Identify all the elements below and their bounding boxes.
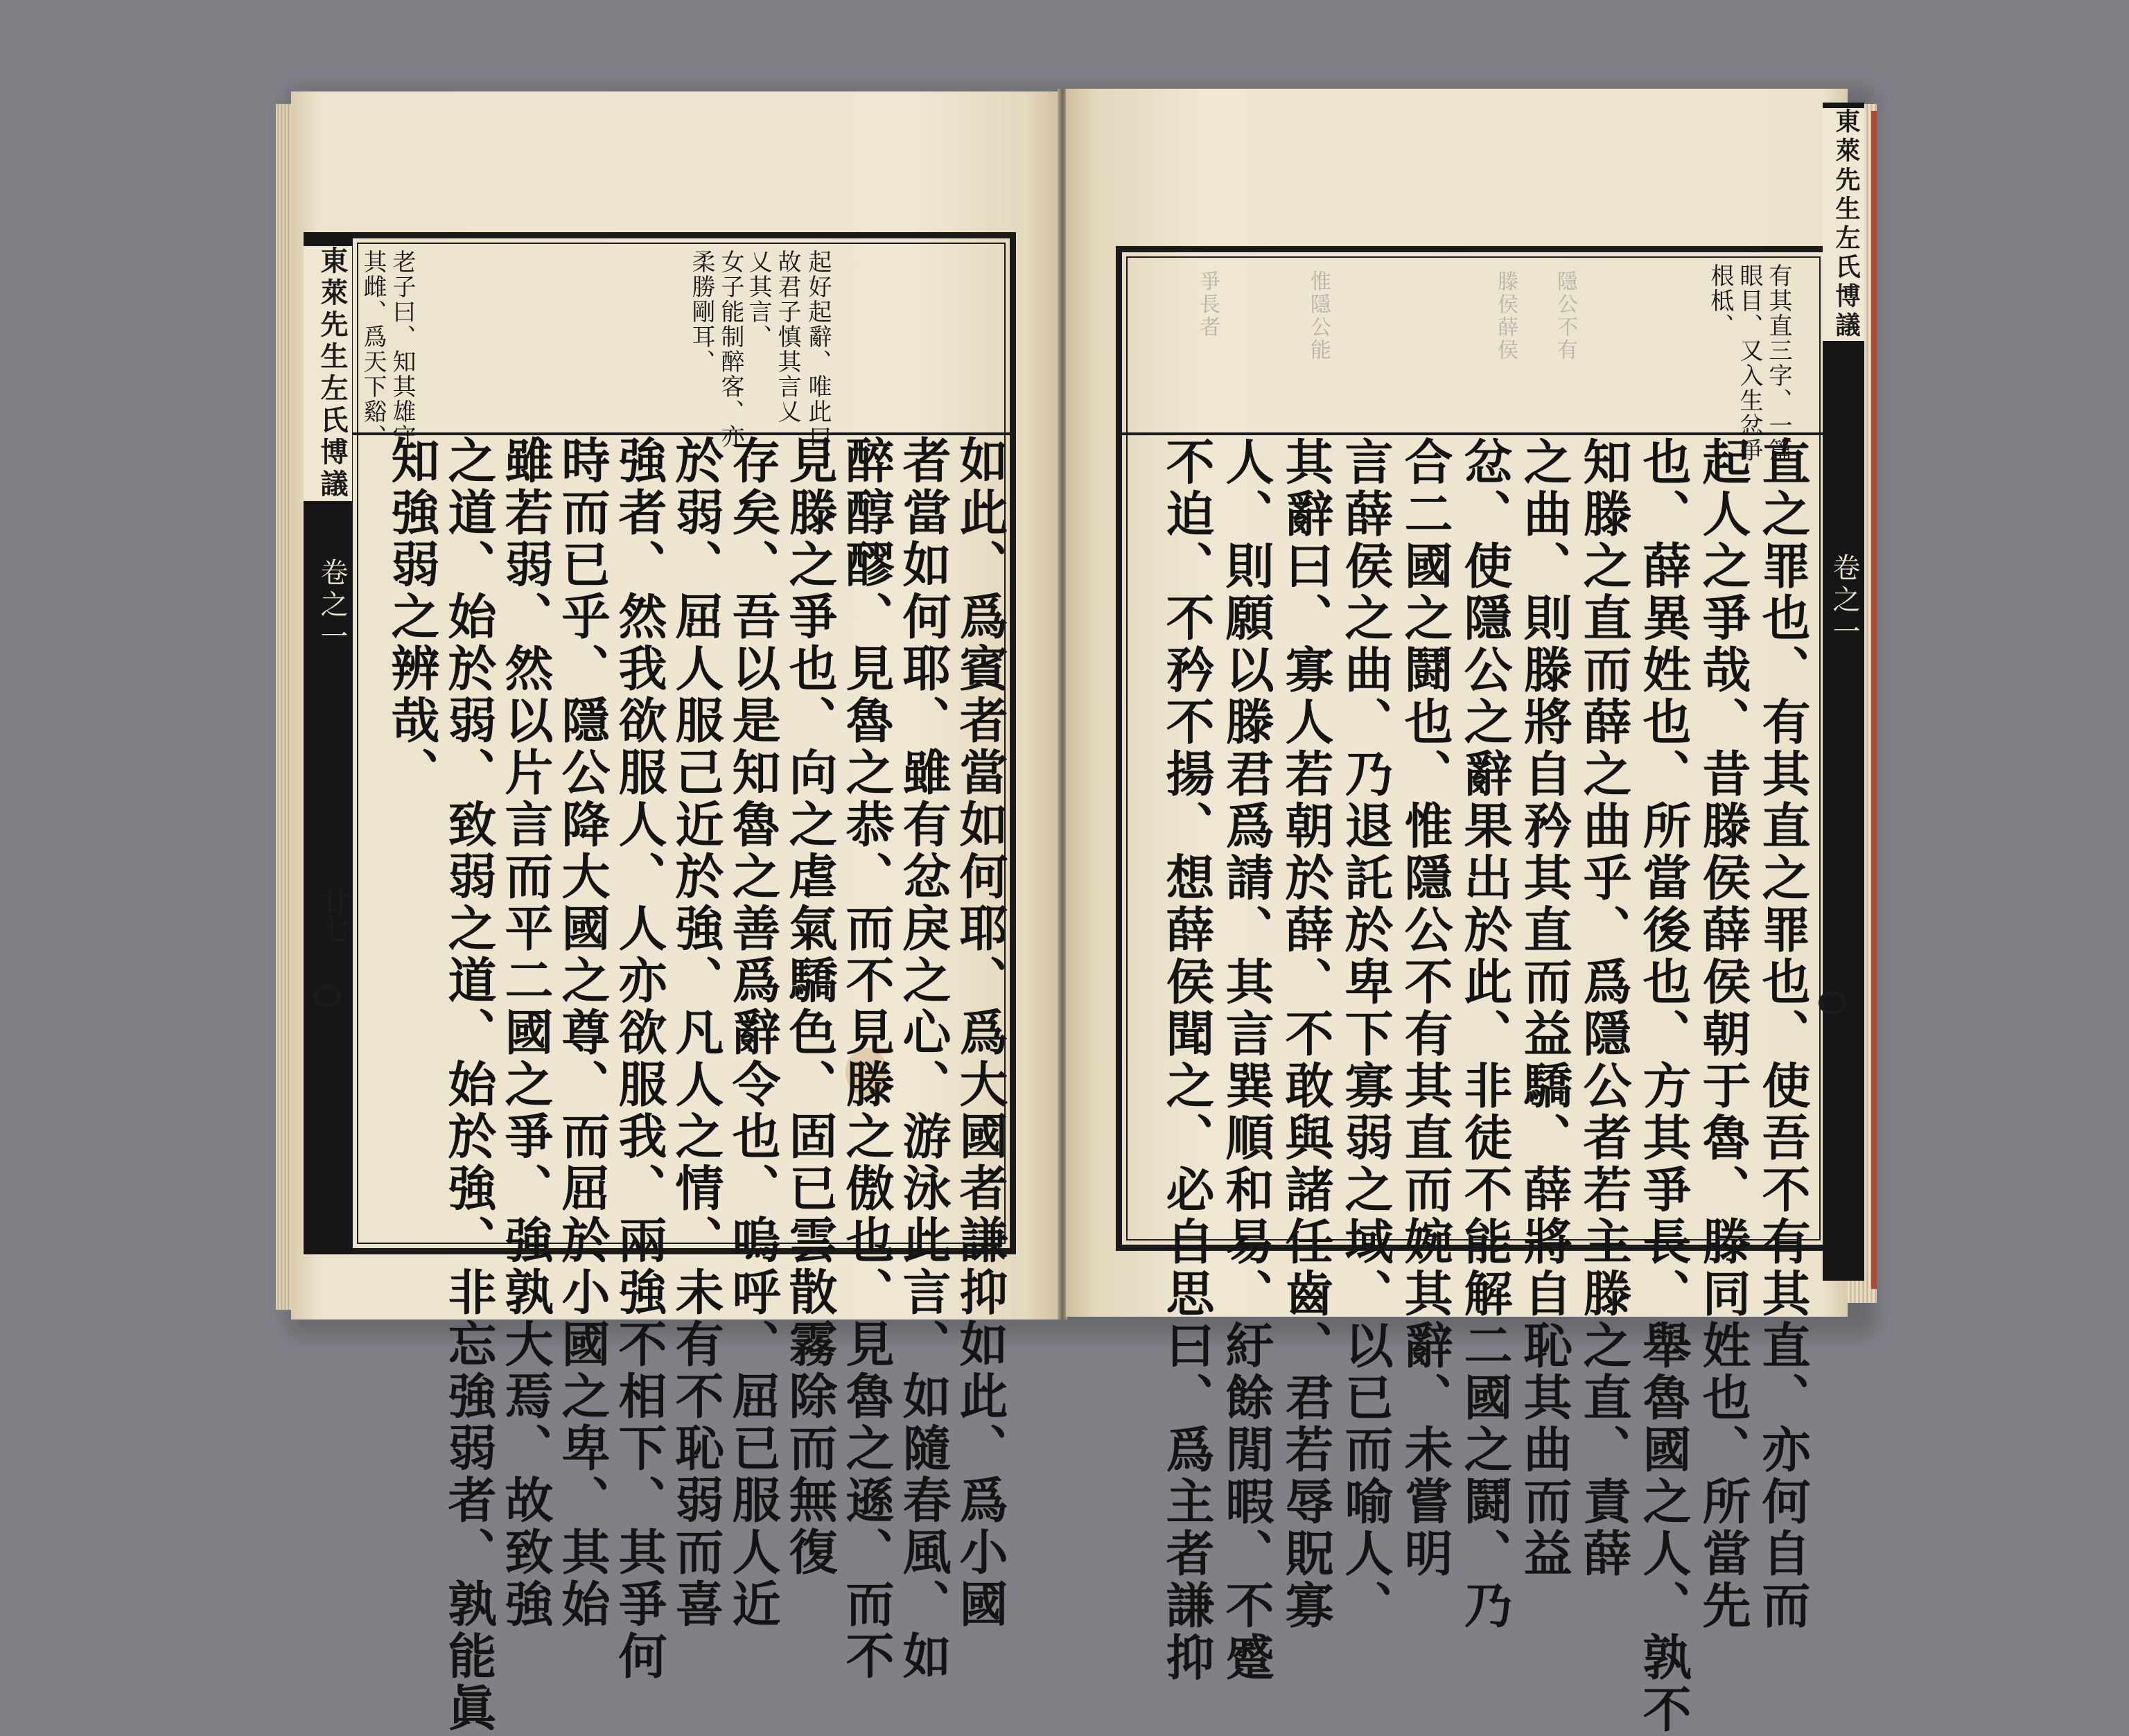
text-column: 如此、爲賓者當如何耶、爲大國者謙抑如此、爲小國 [952, 435, 1009, 1631]
text-column: 知滕之直而薛之曲乎、爲隱公者若主滕之直、責薛 [1575, 437, 1633, 1580]
note-column: 故君子慎其言乂 [773, 249, 801, 424]
text-column: 存矣、吾以是知魯之善爲辭令也、嗚呼、屈已服人近 [724, 435, 782, 1631]
note-column: 女子能制醉客、亦 [717, 249, 744, 449]
text-column: 之曲、則滕將自矜其直而益驕、薛將自恥其曲而益 [1516, 437, 1573, 1580]
text-column: 也、薛異姓也、所當後也、方其爭長、舉魯國之人、孰不 [1635, 437, 1692, 1736]
text-column: 起人之爭哉、昔滕侯薛侯朝于魯、滕同姓也、所當先 [1694, 437, 1752, 1632]
note-column: 柔勝剛耳、 [687, 249, 715, 374]
right-margin-title: 東萊先生左氏博議 [1823, 108, 1864, 341]
fish-tail-mark [1819, 991, 1846, 1015]
text-column: 合二國之鬪也、惟隱公不有其直而婉其辭、未嘗明 [1396, 437, 1454, 1580]
note-column: 起好起辭、唯此口、 [804, 249, 832, 474]
text-column: 醉醇醪、見魯之恭、而不見滕之傲也、見魯之遜、而不 [838, 435, 895, 1683]
text-column: 其辭曰、寡人若朝於薛、不敢與諸任齒、君若辱貺寡 [1277, 437, 1335, 1632]
fish-tail-mark [313, 984, 341, 1008]
text-column: 之道、始於弱、致弱之道、始於強、非忘強弱者、孰能眞 [440, 435, 498, 1735]
right-margin-column [1823, 103, 1864, 1281]
right-header-divider [1122, 432, 1825, 435]
left-margin-column [304, 232, 352, 1254]
show-through-text: 惟隱公能 [1306, 270, 1331, 362]
note-column: 有其直三字、一篇 [1764, 263, 1792, 463]
right-volume-label: 卷之一 [1828, 553, 1860, 649]
note-column: 眼目、又入生忿爭 [1735, 263, 1763, 463]
text-column: 不迫、不矜不揚、想薛侯聞之、必自思曰、爲主者謙抑 [1158, 437, 1216, 1684]
text-column: 時而已乎、隱公降大國之尊、而屈於小國之卑、其始 [554, 435, 611, 1631]
left-page-stack [276, 104, 292, 1310]
text-column: 者當如何耶、雖有忿戾之心、游泳此言、如隨春風、如 [895, 435, 952, 1683]
text-column: 強者、然我欲服人、人亦欲服我、兩強不相下、其爭何 [611, 435, 668, 1683]
show-through-text: 爭長者 [1195, 270, 1220, 339]
text-column: 於弱、屈人服己近於強、凡人之情、未有不恥弱而喜 [667, 435, 725, 1631]
left-margin-title: 東萊先生左氏博議 [304, 246, 352, 501]
show-through-text: 滕侯薛侯 [1493, 270, 1518, 362]
text-column: 直之罪也、有其直之罪也、使吾不有其直、亦何自而 [1754, 437, 1812, 1632]
text-column: 忿、使隱公之辭果出於此、非徒不能解二國之鬪、乃 [1456, 437, 1514, 1632]
show-through-text: 隱公不有 [1553, 270, 1577, 362]
note-column: 老子曰、知其雄守 [388, 249, 416, 449]
red-page-edge [1871, 111, 1877, 1289]
text-column: 言薛侯之曲、乃退託於卑下寡弱之域、以已而喻人、 [1337, 437, 1394, 1632]
note-column: 根柢、 [1706, 263, 1734, 338]
folio-number: 廿七 [317, 887, 349, 942]
left-volume-label: 卷之一 [316, 558, 348, 654]
text-column: 人、則願以滕君爲請、其言巽順和易、紆餘閒暇、不蹙 [1218, 437, 1275, 1684]
note-column: 乂其言、 [744, 249, 772, 349]
text-column: 雖若弱、然以片言而平二國之爭、強孰大焉、故致強 [497, 435, 554, 1631]
text-column: 知強弱之辨哉、 [383, 435, 441, 799]
text-column: 見滕之爭也、向之虐氣驕色、固已雲散霧除而無復 [781, 435, 839, 1579]
note-column: 其雌、爲天下谿、 [359, 249, 387, 449]
